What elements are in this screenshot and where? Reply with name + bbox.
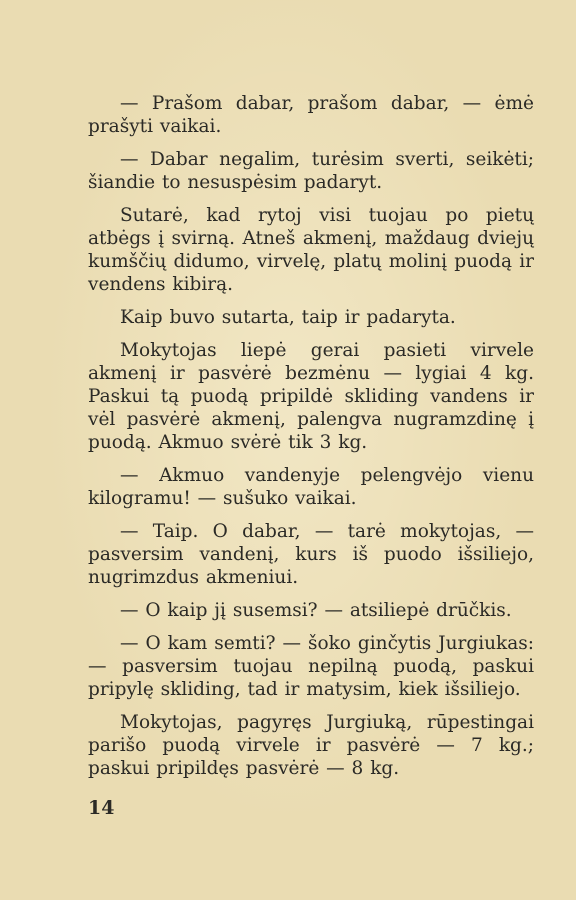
paragraph: Mokytojas, pagyręs Jurgiuką, rūpestingai parišo puodą virvele ir pasvėrė — 7 kg.; paskui pripildęs pasvėrė — 8 kg. xyxy=(88,712,534,779)
paragraph: — O kaip jį susemsi? — atsiliepė drūčkis. xyxy=(120,600,512,621)
paragraph: — Taip. O dabar, — tarė mokytojas, — pasversim vandenį, kurs iš puodo išsiliejo, nugrimzdus akmeniui. xyxy=(88,521,534,588)
paragraph: Kaip buvo sutarta, taip ir padaryta. xyxy=(120,307,456,328)
paragraph: — Akmuo vandenyje pelengvėjo vienu kilogramu! — sušuko vaikai. xyxy=(88,465,534,509)
paragraph: — O kam semti? — šoko ginčytis Jurgiukas: — pasversim tuojau nepilną puodą, paskui pripylę skliding, tad ir matysim, kiek išsiliejo. xyxy=(88,633,534,700)
body-text xyxy=(88,92,534,790)
page-number: 14 xyxy=(88,797,115,819)
paragraph: — Prašom dabar, prašom dabar, — ėmė prašyti vaikai. xyxy=(88,93,534,137)
paragraph: Sutarė, kad rytoj visi tuojau po pietų atbėgs į svirną. Atneš akmenį, maždaug dviejų kumščių didumo, virvelę, platų molinį puodą ir vendens kibirą. xyxy=(88,205,534,295)
paragraph: Mokytojas liepė gerai pasieti virvele akmenį ir pasvėrė bezmėnu — lygiai 4 kg. Paskui tą puodą pripildė skliding vandens ir vėl pasvėrė akmenį, palengva nugramzdinę į puodą. Akmuo svėrė tik 3 kg. xyxy=(88,340,534,453)
paragraph: — Dabar negalim, turėsim sverti, seikėti; šiandie to nesuspėsim padaryt. xyxy=(88,149,534,193)
